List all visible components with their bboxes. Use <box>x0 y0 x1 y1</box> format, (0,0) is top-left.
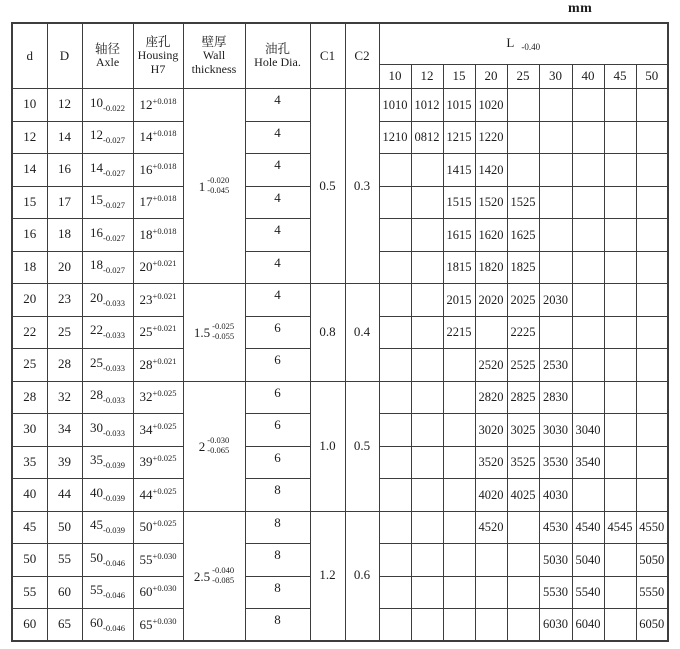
cell-L <box>539 251 572 284</box>
cell-L <box>604 544 636 577</box>
cell-housing: $60^{+0.030}$ <box>133 576 183 609</box>
cell-L <box>411 544 443 577</box>
header-L-30: 30 <box>539 65 572 89</box>
header-D: D <box>47 23 82 89</box>
cell-housing: $32^{+0.025}$ <box>133 381 183 414</box>
cell-axle: $60_{-0.046}$ <box>82 609 133 642</box>
cell-hole: 6 <box>245 316 310 349</box>
cell-L: 1010 <box>379 89 411 122</box>
cell-L <box>572 479 604 512</box>
cell-L: 2830 <box>539 381 572 414</box>
cell-L: 2225 <box>507 316 539 349</box>
cell-L: 4030 <box>539 479 572 512</box>
cell-axle: $18_{-0.027}$ <box>82 251 133 284</box>
cell-L: 1525 <box>507 186 539 219</box>
cell-L <box>379 251 411 284</box>
cell-d: 30 <box>12 414 47 447</box>
cell-L <box>539 121 572 154</box>
cell-L: 6050 <box>636 609 668 642</box>
cell-L <box>539 154 572 187</box>
header-axle-en: Axle <box>95 55 120 70</box>
cell-L: 5550 <box>636 576 668 609</box>
cell-wall-group: 1 -0.020 -0.045 <box>183 89 245 284</box>
cell-hole: 4 <box>245 219 310 252</box>
cell-L <box>507 154 539 187</box>
cell-d: 12 <box>12 121 47 154</box>
cell-L: 1215 <box>443 121 475 154</box>
cell-housing: $16^{+0.018}$ <box>133 154 183 187</box>
cell-D: 16 <box>47 154 82 187</box>
cell-L <box>604 251 636 284</box>
cell-L: 1012 <box>411 89 443 122</box>
cell-L <box>411 446 443 479</box>
cell-hole: 6 <box>245 381 310 414</box>
cell-D: 18 <box>47 219 82 252</box>
cell-L <box>636 284 668 317</box>
cell-d: 10 <box>12 89 47 122</box>
cell-axle: $25_{-0.033}$ <box>82 349 133 382</box>
cell-L: 2520 <box>475 349 507 382</box>
cell-L: 3040 <box>572 414 604 447</box>
cell-L <box>379 576 411 609</box>
cell-L <box>572 284 604 317</box>
cell-L: 0812 <box>411 121 443 154</box>
cell-L <box>604 576 636 609</box>
cell-L: 2525 <box>507 349 539 382</box>
cell-L <box>507 121 539 154</box>
header-L-10: 10 <box>379 65 411 89</box>
cell-L <box>636 479 668 512</box>
cell-L <box>379 381 411 414</box>
cell-L: 3030 <box>539 414 572 447</box>
cell-housing: $39^{+0.025}$ <box>133 446 183 479</box>
cell-L <box>572 251 604 284</box>
cell-d: 50 <box>12 544 47 577</box>
cell-L: 3520 <box>475 446 507 479</box>
cell-c2-group: 0.5 <box>345 381 379 511</box>
cell-c2-group: 0.6 <box>345 511 379 641</box>
cell-d: 20 <box>12 284 47 317</box>
cell-L <box>411 316 443 349</box>
cell-L <box>411 186 443 219</box>
cell-L: 4550 <box>636 511 668 544</box>
cell-housing: $28^{+0.021}$ <box>133 349 183 382</box>
cell-L <box>411 154 443 187</box>
cell-L: 1620 <box>475 219 507 252</box>
unit-label: mm <box>568 1 593 16</box>
cell-L <box>604 381 636 414</box>
cell-c2-group: 0.3 <box>345 89 379 284</box>
cell-L <box>604 121 636 154</box>
cell-L <box>507 89 539 122</box>
table-row <box>12 511 668 544</box>
cell-L: 2215 <box>443 316 475 349</box>
cell-L <box>539 186 572 219</box>
cell-L: 1825 <box>507 251 539 284</box>
cell-L <box>604 609 636 642</box>
cell-L: 1625 <box>507 219 539 252</box>
cell-d: 18 <box>12 251 47 284</box>
cell-D: 12 <box>47 89 82 122</box>
header-row <box>12 23 668 65</box>
cell-L: 4530 <box>539 511 572 544</box>
cell-c1-group: 0.5 <box>310 89 345 284</box>
cell-L <box>411 576 443 609</box>
header-c1: C1 <box>310 23 345 89</box>
cell-L <box>636 89 668 122</box>
cell-d: 28 <box>12 381 47 414</box>
header-housing-cn: 座孔 <box>145 35 171 50</box>
cell-L <box>572 316 604 349</box>
cell-hole: 4 <box>245 121 310 154</box>
cell-L <box>379 186 411 219</box>
cell-L <box>636 154 668 187</box>
cell-d: 55 <box>12 576 47 609</box>
cell-L <box>604 446 636 479</box>
cell-L <box>604 479 636 512</box>
header-L-12: 12 <box>411 65 443 89</box>
cell-L <box>636 414 668 447</box>
cell-L <box>411 511 443 544</box>
cell-L <box>604 154 636 187</box>
cell-L <box>443 609 475 642</box>
dimension-table <box>11 22 669 642</box>
cell-L: 3025 <box>507 414 539 447</box>
cell-L: 1015 <box>443 89 475 122</box>
cell-d: 15 <box>12 186 47 219</box>
cell-d: 14 <box>12 154 47 187</box>
cell-L <box>604 414 636 447</box>
cell-housing: $25^{+0.021}$ <box>133 316 183 349</box>
cell-hole: 6 <box>245 446 310 479</box>
cell-L: 1520 <box>475 186 507 219</box>
cell-D: 32 <box>47 381 82 414</box>
cell-L: 4545 <box>604 511 636 544</box>
cell-housing: $14^{+0.018}$ <box>133 121 183 154</box>
cell-L <box>411 414 443 447</box>
cell-hole: 4 <box>245 154 310 187</box>
cell-L: 6040 <box>572 609 604 642</box>
cell-d: 25 <box>12 349 47 382</box>
cell-L <box>572 381 604 414</box>
cell-L <box>379 446 411 479</box>
cell-wall-group: 1.5 -0.025 -0.055 <box>183 284 245 382</box>
cell-L <box>572 219 604 252</box>
cell-axle: $30_{-0.033}$ <box>82 414 133 447</box>
cell-L <box>572 154 604 187</box>
header-housing <box>133 23 183 89</box>
cell-L: 2025 <box>507 284 539 317</box>
cell-L <box>572 349 604 382</box>
cell-L <box>379 219 411 252</box>
header-wall-en1: Wall <box>202 48 226 63</box>
cell-housing: $50^{+0.025}$ <box>133 511 183 544</box>
cell-L <box>572 186 604 219</box>
cell-housing: $65^{+0.030}$ <box>133 609 183 642</box>
cell-L <box>636 381 668 414</box>
cell-L <box>475 544 507 577</box>
cell-L: 4520 <box>475 511 507 544</box>
header-L-40: 40 <box>572 65 604 89</box>
cell-L <box>572 89 604 122</box>
cell-L <box>604 89 636 122</box>
table-row <box>12 284 668 317</box>
cell-L <box>443 576 475 609</box>
cell-axle: $14_{-0.027}$ <box>82 154 133 187</box>
cell-L: 4025 <box>507 479 539 512</box>
cell-hole: 4 <box>245 186 310 219</box>
header-d: d <box>12 23 47 89</box>
cell-L <box>411 479 443 512</box>
cell-L <box>636 186 668 219</box>
cell-axle: $12_{-0.027}$ <box>82 121 133 154</box>
cell-D: 20 <box>47 251 82 284</box>
cell-hole: 6 <box>245 414 310 447</box>
cell-c1-group: 1.2 <box>310 511 345 641</box>
cell-hole: 4 <box>245 284 310 317</box>
cell-L: 1415 <box>443 154 475 187</box>
cell-L <box>411 284 443 317</box>
cell-D: 60 <box>47 576 82 609</box>
header-L-45: 45 <box>604 65 636 89</box>
cell-L <box>539 219 572 252</box>
cell-L: 4540 <box>572 511 604 544</box>
cell-hole: 4 <box>245 89 310 122</box>
cell-c2-group: 0.4 <box>345 284 379 382</box>
cell-housing: $44^{+0.025}$ <box>133 479 183 512</box>
cell-L: 5030 <box>539 544 572 577</box>
header-hole-en: Hole Dia. <box>254 55 301 70</box>
cell-L: 3530 <box>539 446 572 479</box>
cell-axle: $35_{-0.039}$ <box>82 446 133 479</box>
cell-L <box>379 609 411 642</box>
header-L-20: 20 <box>475 65 507 89</box>
cell-L: 1020 <box>475 89 507 122</box>
header-wall <box>183 23 245 89</box>
cell-axle: $55_{-0.046}$ <box>82 576 133 609</box>
cell-L <box>539 89 572 122</box>
cell-L <box>443 479 475 512</box>
cell-axle: $16_{-0.027}$ <box>82 219 133 252</box>
cell-L: 1820 <box>475 251 507 284</box>
cell-L <box>636 219 668 252</box>
cell-L: 4020 <box>475 479 507 512</box>
cell-L: 1220 <box>475 121 507 154</box>
cell-L <box>379 284 411 317</box>
cell-L <box>636 121 668 154</box>
cell-L <box>604 284 636 317</box>
cell-L: 2015 <box>443 284 475 317</box>
cell-L <box>604 219 636 252</box>
cell-L <box>475 316 507 349</box>
cell-L <box>443 414 475 447</box>
header-hole-cn: 油孔 <box>264 41 290 56</box>
table-row <box>12 381 668 414</box>
cell-housing: $12^{+0.018}$ <box>133 89 183 122</box>
cell-L: 5040 <box>572 544 604 577</box>
cell-L <box>379 349 411 382</box>
header-hole <box>245 23 310 89</box>
cell-L: 2530 <box>539 349 572 382</box>
cell-L <box>379 479 411 512</box>
cell-L: 2030 <box>539 284 572 317</box>
cell-axle: $15_{-0.027}$ <box>82 186 133 219</box>
cell-L <box>411 381 443 414</box>
cell-L <box>604 186 636 219</box>
cell-L <box>411 349 443 382</box>
cell-L <box>379 544 411 577</box>
table-row <box>12 89 668 122</box>
cell-L <box>507 511 539 544</box>
cell-L <box>379 154 411 187</box>
cell-wall-group: 2 -0.030 -0.065 <box>183 381 245 511</box>
header-wall-cn: 壁厚 <box>201 35 227 50</box>
cell-L: 5540 <box>572 576 604 609</box>
cell-L: 2825 <box>507 381 539 414</box>
cell-c1-group: 1.0 <box>310 381 345 511</box>
header-housing-fit: H7 <box>150 62 166 77</box>
header-L-symbol: L <box>506 34 515 50</box>
cell-D: 28 <box>47 349 82 382</box>
cell-D: 65 <box>47 609 82 642</box>
cell-L <box>636 349 668 382</box>
cell-L <box>507 609 539 642</box>
cell-hole: 8 <box>245 479 310 512</box>
cell-housing: $34^{+0.025}$ <box>133 414 183 447</box>
cell-axle: $20_{-0.033}$ <box>82 284 133 317</box>
cell-L <box>379 414 411 447</box>
header-L-50: 50 <box>636 65 668 89</box>
cell-L <box>443 381 475 414</box>
header-axle <box>82 23 133 89</box>
cell-axle: $10_{-0.022}$ <box>82 89 133 122</box>
cell-axle: $28_{-0.033}$ <box>82 381 133 414</box>
cell-D: 50 <box>47 511 82 544</box>
header-housing-en: Housing <box>137 48 179 63</box>
cell-D: 55 <box>47 544 82 577</box>
cell-D: 17 <box>47 186 82 219</box>
cell-L <box>443 446 475 479</box>
cell-hole: 8 <box>245 511 310 544</box>
header-axle-cn: 轴径 <box>94 41 120 56</box>
cell-L <box>379 511 411 544</box>
cell-D: 39 <box>47 446 82 479</box>
cell-L <box>411 251 443 284</box>
cell-L <box>636 316 668 349</box>
cell-housing: $23^{+0.021}$ <box>133 284 183 317</box>
cell-axle: $50_{-0.046}$ <box>82 544 133 577</box>
cell-housing: $55^{+0.030}$ <box>133 544 183 577</box>
cell-axle: $22_{-0.033}$ <box>82 316 133 349</box>
cell-L: 2820 <box>475 381 507 414</box>
cell-d: 22 <box>12 316 47 349</box>
cell-L: 5050 <box>636 544 668 577</box>
cell-axle: $40_{-0.039}$ <box>82 479 133 512</box>
cell-wall-group: 2.5 -0.040 -0.085 <box>183 511 245 641</box>
cell-L: 3525 <box>507 446 539 479</box>
cell-L: 5530 <box>539 576 572 609</box>
cell-L: 3540 <box>572 446 604 479</box>
cell-L <box>379 316 411 349</box>
header-wall-en2: thickness <box>191 62 237 77</box>
cell-L: 2020 <box>475 284 507 317</box>
cell-L <box>475 576 507 609</box>
cell-hole: 4 <box>245 251 310 284</box>
cell-D: 44 <box>47 479 82 512</box>
cell-L <box>539 316 572 349</box>
cell-d: 40 <box>12 479 47 512</box>
cell-L: 1515 <box>443 186 475 219</box>
header-c2: C2 <box>345 23 379 89</box>
cell-housing: $20^{+0.021}$ <box>133 251 183 284</box>
cell-housing: $17^{+0.018}$ <box>133 186 183 219</box>
cell-d: 35 <box>12 446 47 479</box>
header-L-15: 15 <box>443 65 475 89</box>
cell-L: 6030 <box>539 609 572 642</box>
cell-L <box>443 544 475 577</box>
cell-L <box>636 446 668 479</box>
cell-L: 1815 <box>443 251 475 284</box>
cell-L: 1210 <box>379 121 411 154</box>
cell-D: 23 <box>47 284 82 317</box>
cell-L: 1615 <box>443 219 475 252</box>
cell-L <box>572 121 604 154</box>
cell-hole: 8 <box>245 544 310 577</box>
cell-L <box>443 349 475 382</box>
cell-D: 34 <box>47 414 82 447</box>
cell-d: 16 <box>12 219 47 252</box>
cell-L <box>411 609 443 642</box>
cell-D: 14 <box>47 121 82 154</box>
cell-hole: 6 <box>245 349 310 382</box>
cell-d: 45 <box>12 511 47 544</box>
cell-housing: $18^{+0.018}$ <box>133 219 183 252</box>
cell-d: 60 <box>12 609 47 642</box>
header-L-25: 25 <box>507 65 539 89</box>
cell-L <box>507 576 539 609</box>
cell-L: 3020 <box>475 414 507 447</box>
cell-L <box>411 219 443 252</box>
cell-D: 25 <box>47 316 82 349</box>
cell-L <box>604 349 636 382</box>
cell-c1-group: 0.8 <box>310 284 345 382</box>
cell-axle: $45_{-0.039}$ <box>82 511 133 544</box>
header-L-tolerance: -0.40 <box>521 41 541 52</box>
cell-hole: 8 <box>245 576 310 609</box>
header-L <box>379 23 668 65</box>
cell-L <box>636 251 668 284</box>
cell-L: 1420 <box>475 154 507 187</box>
cell-L <box>475 609 507 642</box>
cell-L <box>507 544 539 577</box>
cell-hole: 8 <box>245 609 310 642</box>
cell-L <box>443 511 475 544</box>
cell-L <box>604 316 636 349</box>
